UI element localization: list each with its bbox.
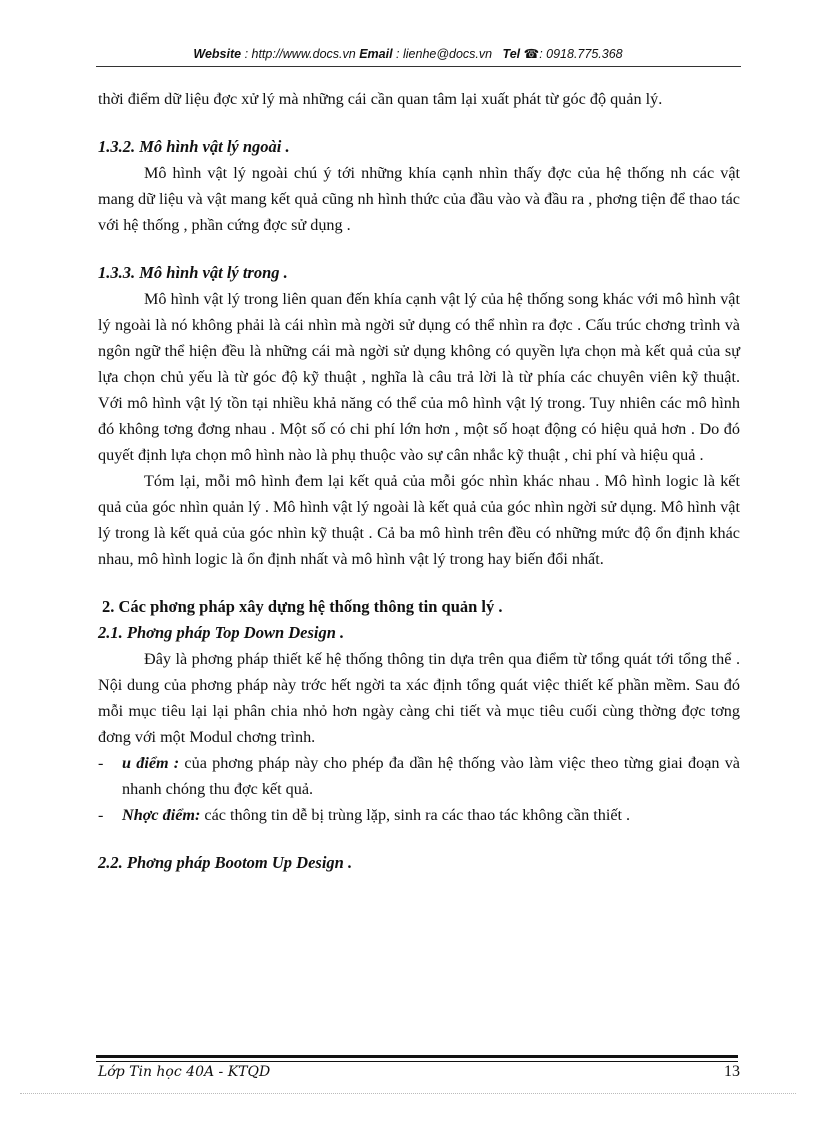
- bullet-disadvantages: [98, 802, 740, 828]
- bullet-advantages: [98, 750, 740, 802]
- page-number: 13: [724, 1063, 740, 1080]
- footer-rule-thin: [96, 1061, 738, 1062]
- tel-label: Tel ☎: [502, 47, 540, 61]
- page-bottom-dotted-line: [20, 1093, 796, 1094]
- disadvantages-label: Nhợc điểm:: [122, 806, 201, 824]
- paragraph-summary: Tóm lại, mỗi mô hình đem lại kết quả của mỗi góc nhìn khác nhau . Mô hình logic là kết quả của góc nhìn quản lý . Mô hình vật lý ngoài là kết quả của góc nhìn ngời sử dụng. Mô hình vật lý trong là kết quả của góc nhìn kỹ thuật . Cả ba mô hình trên đều có những mức độ ổn định khác nhau, mô hình logic là ổn định nhất và mô hình vật lý trong hay biến đổi nhất.: [98, 472, 740, 568]
- heading-section-2: 2. Các phơng pháp xây dựng hệ thống thông tin quản lý .: [102, 597, 503, 616]
- paragraph-continued: thời điểm dữ liệu đợc xử lý mà những cái cần quan tâm lại xuất phát từ góc độ quản lý.: [98, 90, 663, 108]
- paragraph-internal-physical-model: Mô hình vật lý trong liên quan đến khía cạnh vật lý của hệ thống song khác với mô hình vật lý ngoài là nó không phải là cái nhìn mà ngời sử dụng có thể nhìn ra đợc . Cấu trúc chơng trình và ngôn ngữ thể hiện đều là những cái mà ngời sử dụng không có quyền lựa chọn mà kết quả của sự lựa chọn chủ yếu là từ góc độ kỹ thuật , nghĩa là câu trả lời là từ phía các chuyên viên kỹ thuật. Với mô hình vật lý tồn tại nhiều khả năng có thể của mô hình vật lý trong. Tuy nhiên các mô hình đó không tơng đơng nhau . Một số có chi phí lớn hơn , một số hoạt động có hiệu quả hơn . Do đó quyết định lựa chọn mô hình nào là phụ thuộc vào sự cân nhắc kỹ thuật , chi phí và hiệu quả .: [98, 290, 740, 464]
- footer-rule-thick: [96, 1055, 738, 1058]
- document-body: [98, 86, 740, 876]
- disadvantages-text: các thông tin dễ bị trùng lặp, sinh ra các thao tác không cần thiết .: [200, 806, 631, 824]
- page-header: [0, 46, 816, 61]
- advantages-text: của phơng pháp này cho phép đa dần hệ thống vào làm việc theo từng giai đoạn và nhanh chóng thu đợc kết quả.: [122, 754, 740, 798]
- bullet-dash: -: [98, 806, 104, 824]
- paragraph-external-physical-model: Mô hình vật lý ngoài chú ý tới những khía cạnh nhìn thấy đợc của hệ thống nh các vật mang dữ liệu và vật mang kết quả cũng nh hình thức của đầu vào và đầu ra , phơng tiện để thao tác với hệ thống , phần cứng đợc sử dụng .: [98, 164, 740, 234]
- heading-1-3-2: 1.3.2. Mô hình vật lý ngoài .: [98, 137, 290, 156]
- website-label: Website: [193, 47, 242, 61]
- website-value: : http://www.docs.vn: [241, 47, 360, 61]
- footer-class-label: Lớp Tin học 40A - KTQD: [98, 1064, 271, 1080]
- header-rule: [96, 66, 741, 67]
- heading-1-3-3: 1.3.3. Mô hình vật lý trong .: [98, 263, 288, 282]
- heading-2-2: 2.2. Phơng pháp Bootom Up Design .: [98, 853, 353, 872]
- email-value: : lienhe@docs.vn: [392, 47, 496, 61]
- advantages-label: u điểm :: [122, 754, 180, 772]
- tel-value: : 0918.775.368: [539, 47, 623, 61]
- paragraph-top-down: Đây là phơng pháp thiết kế hệ thống thông tin dựa trên qua điểm từ tổng quát tới tổng thể . Nội dung của phơng pháp này trớc hết ngời ta xác định tổng quát việc thiết kế phần mềm. Sau đó mỗi mục tiêu lại lại phân chia nhỏ hơn ngày càng chi tiết và mục tiêu cuối cùng thờng đợc tơng đơng với một Modul chơng trình.: [98, 650, 740, 746]
- email-label: Email: [359, 47, 393, 61]
- heading-2-1: 2.1. Phơng pháp Top Down Design .: [98, 623, 345, 642]
- bullet-dash: -: [98, 754, 104, 772]
